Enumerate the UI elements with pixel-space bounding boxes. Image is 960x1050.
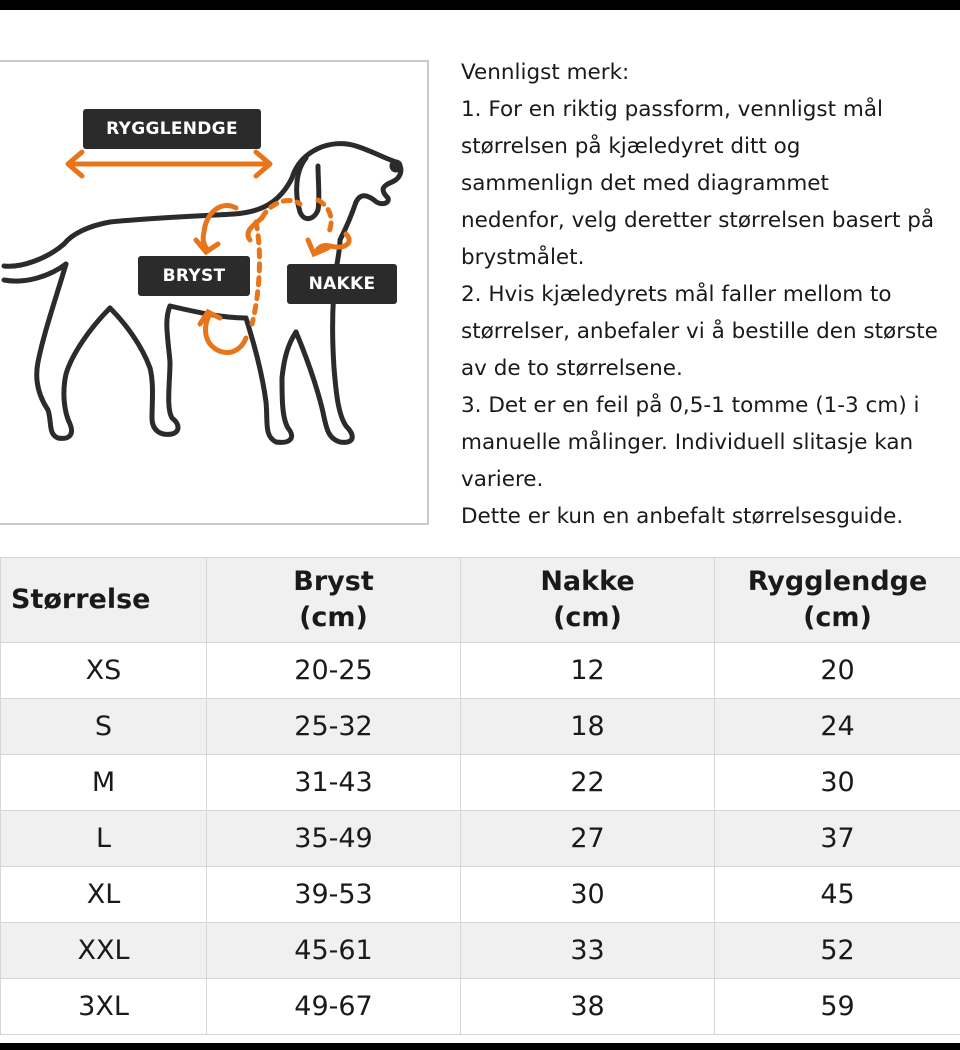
header-size: Størrelse	[1, 558, 207, 643]
size-cell: M	[1, 755, 207, 811]
neck-cell: 38	[461, 979, 715, 1035]
size-cell: XXL	[1, 923, 207, 979]
notes-line: manuelle målinger. Individuell slitasje kan	[461, 430, 914, 455]
header-back-length: Rygglendge (cm)	[715, 558, 960, 643]
notes-line: 3. Det er en feil på 0,5-1 tomme (1-3 cm) i	[461, 393, 920, 418]
notes-line: 2. Hvis kjæledyrets mål faller mellom to	[461, 282, 892, 307]
chest-cell: 45-61	[207, 923, 461, 979]
chest-cell: 31-43	[207, 755, 461, 811]
chest-cell: 49-67	[207, 979, 461, 1035]
size-cell: XL	[1, 867, 207, 923]
table-row	[1, 867, 960, 923]
size-cell: 3XL	[1, 979, 207, 1035]
back-length-arrow-icon	[68, 152, 270, 176]
notes-heading: Vennligst merk:	[461, 60, 630, 85]
notes-line: brystmålet.	[461, 245, 585, 270]
notes-line: 1. For en riktig passform, vennligst mål	[461, 97, 883, 122]
table-row	[1, 923, 960, 979]
header-neck: Nakke (cm)	[461, 558, 715, 643]
back-cell: 30	[715, 755, 960, 811]
neck-cell: 33	[461, 923, 715, 979]
measurement-notes	[461, 54, 960, 535]
size-cell: XS	[1, 643, 207, 699]
back-length-label: RYGGLENDGE	[83, 109, 261, 149]
size-cell: S	[1, 699, 207, 755]
notes-line: av de to størrelsene.	[461, 356, 683, 381]
neck-cell: 27	[461, 811, 715, 867]
dog-measurement-diagram	[0, 60, 429, 525]
neck-cell: 30	[461, 867, 715, 923]
neck-cell: 22	[461, 755, 715, 811]
back-cell: 24	[715, 699, 960, 755]
back-cell: 20	[715, 643, 960, 699]
table-row	[1, 755, 960, 811]
table-row	[1, 979, 960, 1035]
chest-cell: 20-25	[207, 643, 461, 699]
neck-cell: 18	[461, 699, 715, 755]
notes-line: variere.	[461, 467, 544, 492]
table-row	[1, 643, 960, 699]
chest-cell: 35-49	[207, 811, 461, 867]
table-row	[1, 699, 960, 755]
notes-line: størrelsen på kjæledyret ditt og	[461, 134, 801, 159]
back-cell: 45	[715, 867, 960, 923]
header-chest: Bryst (cm)	[207, 558, 461, 643]
chest-cell: 25-32	[207, 699, 461, 755]
table-row	[1, 811, 960, 867]
chest-cell: 39-53	[207, 867, 461, 923]
bottom-border	[0, 1043, 960, 1050]
back-cell: 52	[715, 923, 960, 979]
chest-label: BRYST	[138, 256, 250, 296]
size-chart-table	[0, 557, 960, 1035]
neck-label: NAKKE	[287, 264, 397, 304]
size-cell: L	[1, 811, 207, 867]
top-border	[0, 0, 960, 10]
table-header-row	[1, 558, 960, 643]
back-cell: 59	[715, 979, 960, 1035]
notes-line: Dette er kun en anbefalt størrelsesguide.	[461, 504, 904, 529]
notes-line: nedenfor, velg deretter størrelsen basert på	[461, 208, 935, 233]
back-cell: 37	[715, 811, 960, 867]
notes-line: størrelser, anbefaler vi å bestille den største	[461, 319, 938, 344]
neck-cell: 12	[461, 643, 715, 699]
notes-line: sammenlign det med diagrammet	[461, 171, 829, 196]
